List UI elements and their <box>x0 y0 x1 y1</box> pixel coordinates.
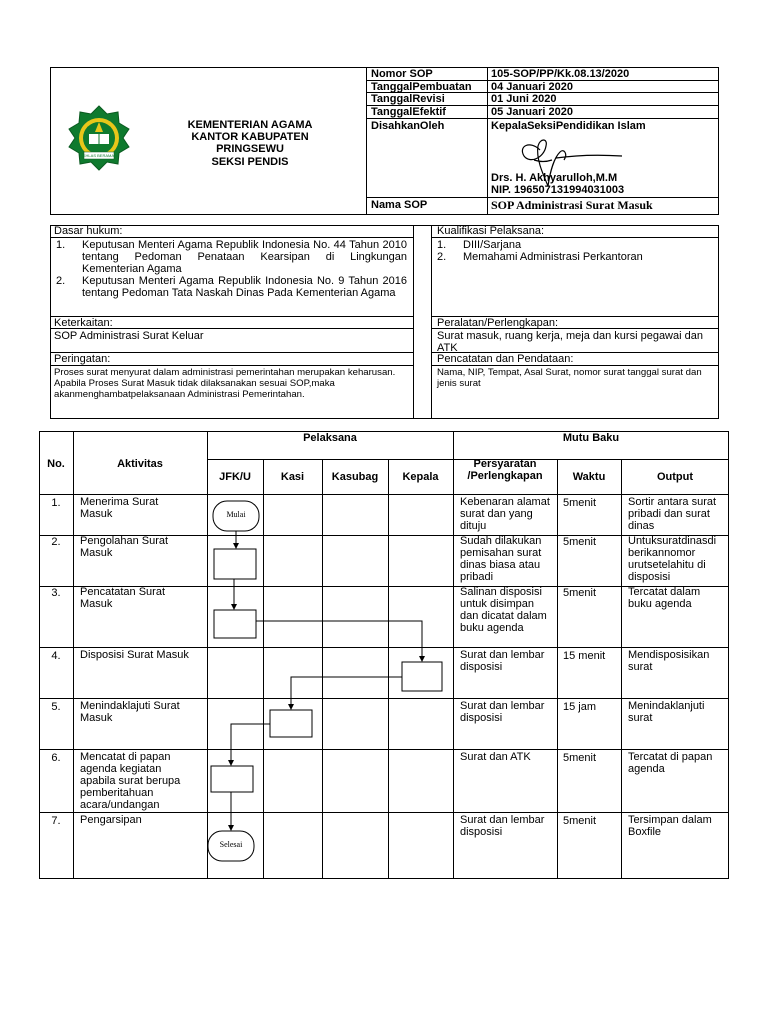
row-output: Untuksuratdinasdi berikannomor urutsetelahitu di disposisi <box>628 535 717 583</box>
row-aktivitas: Mencatat di papan agenda kegiatan apabila surat berupa pemberitahuan acara/undangan <box>80 751 181 811</box>
list-item-number: 2. <box>437 251 447 263</box>
flow-arrow <box>256 621 422 661</box>
header-pelaksana: Pelaksana <box>303 432 357 444</box>
header-mutu-baku: Mutu Baku <box>562 432 620 444</box>
keterkaitan-value: SOP Administrasi Surat Keluar <box>54 330 204 342</box>
row-aktivitas: Pengolahan Surat Masuk <box>80 535 169 559</box>
org-line-4: SEKSI PENDIS <box>211 156 289 168</box>
row-persyaratan: Surat dan ATK <box>460 751 531 763</box>
row-waktu: 5menit <box>563 497 597 509</box>
row-aktivitas: Pengarsipan <box>80 814 142 826</box>
row-output: Sortir antara surat pribadi dan surat dinas <box>628 496 717 532</box>
flow-start-label: Mulai <box>226 510 246 519</box>
header-waktu: Waktu <box>572 471 606 483</box>
logo-motto: IKHLAS BERAMAL <box>81 153 117 158</box>
peralatan-title: Peralatan/Perlengkapan: <box>437 317 559 329</box>
row-waktu: 15 menit <box>563 650 606 662</box>
header-role-jfku: JFK/U <box>219 471 251 483</box>
row-number: 2. <box>51 536 61 548</box>
row-number: 4. <box>51 650 61 662</box>
flow-process-box <box>402 662 442 691</box>
row-persyaratan: Kebenaran alamat surat dan yang dituju <box>460 496 550 532</box>
list-item-number: 2. <box>56 275 66 287</box>
row-number: 6. <box>51 752 61 764</box>
row-output: Tercatat di papan agenda <box>628 751 713 775</box>
row-number: 7. <box>51 815 61 827</box>
tanggal-revisi-label: TanggalRevisi <box>371 93 445 105</box>
row-output: Mendisposisikan surat <box>628 649 710 673</box>
row-aktivitas: Menindaklajuti Surat Masuk <box>80 700 180 724</box>
row-waktu: 5menit <box>563 752 597 764</box>
tanggal-pembuatan-value: 04 Januari 2020 <box>491 81 573 93</box>
row-aktivitas: Pencatatan Surat Masuk <box>80 586 166 610</box>
nama-sop-value: SOP Administrasi Surat Masuk <box>491 198 653 212</box>
header-role-kasubag: Kasubag <box>331 471 379 483</box>
pencatatan-value: Nama, NIP, Tempat, Asal Surat, nomor surat tanggal surat dan jenis surat <box>437 367 702 389</box>
list-item-text: Keputusan Menteri Agama Republik Indonesia No. 44 Tahun 2010 tentang Pedoman Penataan Kearsipan di Lingkungan Kementerian Agama <box>82 239 407 275</box>
row-persyaratan: Surat dan lembar disposisi <box>460 700 545 724</box>
tanggal-revisi-value: 01 Juni 2020 <box>491 93 557 105</box>
row-waktu: 5menit <box>563 536 597 548</box>
flow-process-box <box>270 710 312 737</box>
peralatan-value: Surat masuk, ruang kerja, meja dan kursi pegawai dan ATK <box>437 330 703 354</box>
keterkaitan-title: Keterkaitan: <box>54 317 113 329</box>
disahkan-oleh-value: KepalaSeksiPendidikan Islam <box>491 120 646 132</box>
tanggal-efektif-label: TanggalEfektif <box>371 106 446 118</box>
kualifikasi-title: Kualifikasi Pelaksana: <box>437 225 545 237</box>
row-persyaratan: Surat dan lembar disposisi <box>460 814 545 838</box>
org-line-2: KANTOR KABUPATEN <box>191 131 309 143</box>
flow-process-box <box>214 610 256 638</box>
peringatan-value: Proses surat menyurat dalam administrasi pemerintahan merupakan keharusan. Apabila Proses Surat Masuk tidak dilaksanakan sesuai SOP,maka akanmenghambatpelaksanaan Administrasi Pemerintahan. <box>54 367 396 400</box>
flow-process-box <box>211 766 253 792</box>
header-output: Output <box>656 471 694 483</box>
row-aktivitas: Menerima Surat Masuk <box>80 496 159 520</box>
peringatan-title: Peringatan: <box>54 353 111 365</box>
row-number: 3. <box>51 587 61 599</box>
header-persyaratan: Persyaratan /Perlengkapan <box>467 458 543 482</box>
row-persyaratan: Sudah dilakukan pemisahan surat dinas biasa atau pribadi <box>460 535 542 583</box>
flow-arrow <box>291 677 402 709</box>
flow-end-label: Selesai <box>219 840 243 849</box>
row-waktu: 5menit <box>563 587 597 599</box>
header-role-kepala: Kepala <box>402 471 439 483</box>
header-aktivitas: Aktivitas <box>117 458 163 470</box>
signer-nip: NIP. 196507131994031003 <box>491 184 625 196</box>
row-output: Tercatat dalam buku agenda <box>628 586 701 610</box>
flow-arrow <box>231 724 270 765</box>
row-waktu: 5menit <box>563 815 597 827</box>
row-output: Menindaklanjuti surat <box>628 700 705 724</box>
row-aktivitas: Disposisi Surat Masuk <box>80 649 189 661</box>
tanggal-efektif-value: 05 Januari 2020 <box>491 106 573 118</box>
list-item-text: Memahami Administrasi Perkantoran <box>463 251 643 263</box>
dasar-hukum-title: Dasar hukum: <box>54 225 123 237</box>
org-line-1: KEMENTERIAN AGAMA <box>187 119 313 131</box>
nomor-sop-value: 105-SOP/PP/Kk.08.13/2020 <box>491 68 630 80</box>
signer-name: Drs. H. Akhyarulloh,M.M <box>491 172 618 184</box>
row-output: Tersimpan dalam Boxfile <box>628 814 712 838</box>
header-no: No. <box>47 458 65 470</box>
org-line-3: PRINGSEWU <box>216 143 284 155</box>
list-item-number: 1. <box>56 239 66 251</box>
nomor-sop-label: Nomor SOP <box>371 68 433 80</box>
flow-process-box <box>214 549 256 579</box>
tanggal-pembuatan-label: TanggalPembuatan <box>371 81 472 93</box>
row-number: 1. <box>51 497 61 509</box>
row-persyaratan: Salinan disposisi untuk disimpan dan dicatat dalam buku agenda <box>460 586 547 634</box>
nama-sop-label: Nama SOP <box>371 199 428 211</box>
list-item-text: Keputusan Menteri Agama Republik Indonesia No. 9 Tahun 2016 tentang Pedoman Tata Naskah Dinas Pada Kementerian Agama <box>82 275 407 299</box>
list-item-text: DIII/Sarjana <box>463 239 522 251</box>
disahkan-oleh-label: DisahkanOleh <box>371 120 445 132</box>
list-item-number: 1. <box>437 239 447 251</box>
pencatatan-title: Pencatatan dan Pendataan: <box>437 353 574 365</box>
row-number: 5. <box>51 701 61 713</box>
header-role-kasi: Kasi <box>280 471 305 483</box>
row-persyaratan: Surat dan lembar disposisi <box>460 649 545 673</box>
row-waktu: 15 jam <box>563 701 597 713</box>
